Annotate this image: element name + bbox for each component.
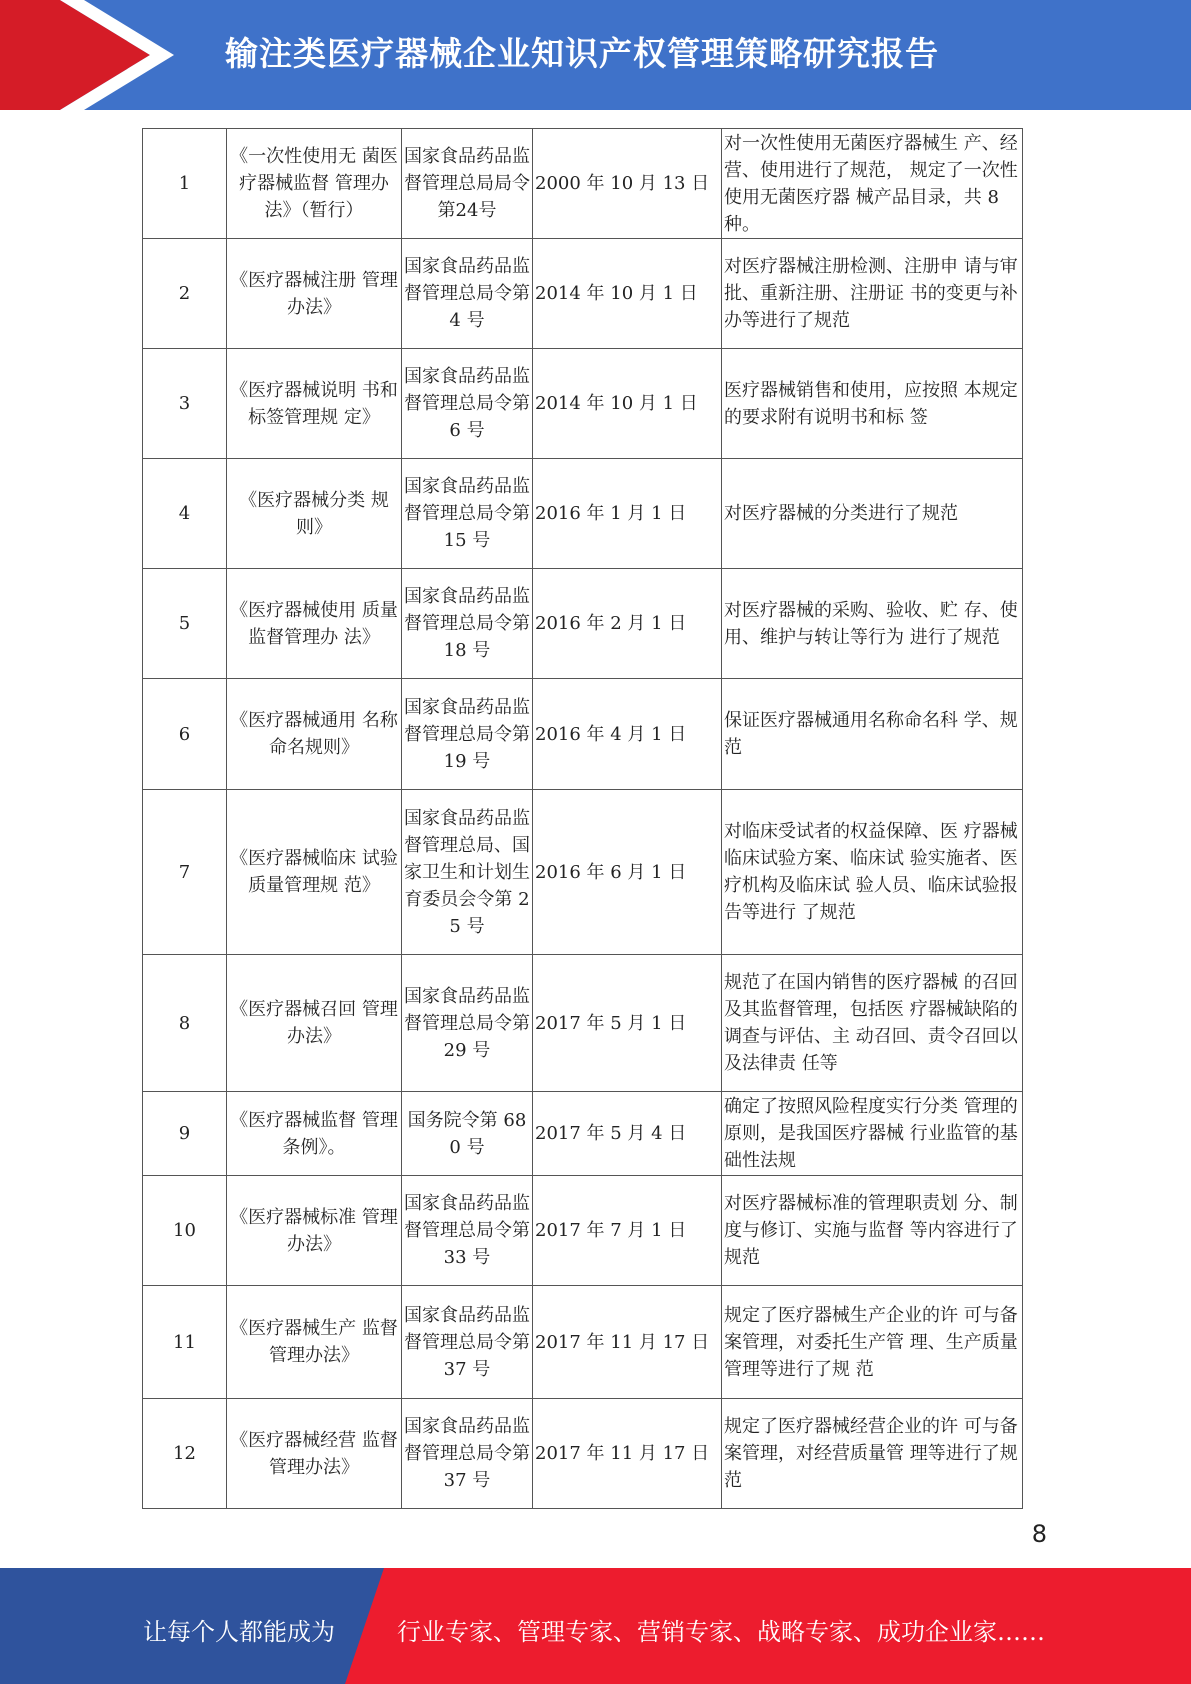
effective-date: 2016 年 2 月 1 日 (533, 569, 722, 679)
issuing-authority: 国家食品药品监督管理总局令第 4 号 (402, 239, 533, 349)
effective-date: 2017 年 5 月 4 日 (533, 1092, 722, 1176)
effective-date: 2016 年 6 月 1 日 (533, 790, 722, 955)
table-row (143, 955, 1023, 1092)
regulation-description: 规定了医疗器械生产企业的许 可与备案管理，对委托生产管 理、生产质量管理等进行了规 范 (722, 1286, 1023, 1399)
regulation-description: 规范了在国内销售的医疗器械 的召回及其监督管理，包括医 疗器械缺陷的调查与评估、主 动召回、责令召回以及法律责 任等 (722, 955, 1023, 1092)
regulation-name: 《医疗器械召回 管理办法》 (227, 955, 402, 1092)
effective-date: 2017 年 11 月 17 日 (533, 1286, 722, 1399)
issuing-authority: 国务院令第 680 号 (402, 1092, 533, 1176)
footer-slogan-right: 行业专家、管理专家、营销专家、战略专家、成功企业家…… (397, 1618, 1045, 1646)
regulation-name: 《医疗器械生产 监督管理办法》 (227, 1286, 402, 1399)
table-row (143, 569, 1023, 679)
issuing-authority: 国家食品药品监督管理总局、国家卫生和计划生育委员会令第 25 号 (402, 790, 533, 955)
regulation-description: 对医疗器械标准的管理职责划 分、制度与修订、实施与监督 等内容进行了规范 (722, 1176, 1023, 1286)
row-number: 3 (143, 349, 227, 459)
regulation-name: 《医疗器械监督 管理条例》。 (227, 1092, 402, 1176)
issuing-authority: 国家食品药品监督管理总局令第 6 号 (402, 349, 533, 459)
row-number: 12 (143, 1399, 227, 1509)
effective-date: 2016 年 1 月 1 日 (533, 459, 722, 569)
regulation-description: 保证医疗器械通用名称命名科 学、规范 (722, 679, 1023, 790)
table-row (143, 1286, 1023, 1399)
regulation-description: 对医疗器械注册检测、注册申 请与审批、重新注册、注册证 书的变更与补办等进行了规范 (722, 239, 1023, 349)
issuing-authority: 国家食品药品监督管理总局令第 33 号 (402, 1176, 533, 1286)
row-number: 4 (143, 459, 227, 569)
regulation-description: 对临床受试者的权益保障、医 疗器械临床试验方案、临床试 验实施者、医疗机构及临床试 验人员、临床试验报告等进行 了规范 (722, 790, 1023, 955)
row-number: 7 (143, 790, 227, 955)
regulation-name: 《医疗器械经营 监督管理办法》 (227, 1399, 402, 1509)
effective-date: 2017 年 5 月 1 日 (533, 955, 722, 1092)
regulation-name: 《医疗器械说明 书和标签管理规 定》 (227, 349, 402, 459)
issuing-authority: 国家食品药品监督管理总局令第 37 号 (402, 1399, 533, 1509)
regulation-description: 对医疗器械的采购、验收、贮 存、使用、维护与转让等行为 进行了规范 (722, 569, 1023, 679)
table-row (143, 349, 1023, 459)
table-row (143, 679, 1023, 790)
row-number: 6 (143, 679, 227, 790)
issuing-authority: 国家食品药品监督管理总局令第 19 号 (402, 679, 533, 790)
regulation-name: 《医疗器械分类 规则》 (227, 459, 402, 569)
issuing-authority: 国家食品药品监督管理总局令第 18 号 (402, 569, 533, 679)
table-row (143, 790, 1023, 955)
regulation-description: 对一次性使用无菌医疗器械生 产、经营、使用进行了规范， 规定了一次性使用无菌医疗器 械产品目录，共 8 种。 (722, 129, 1023, 239)
table-row (143, 459, 1023, 569)
effective-date: 2017 年 11 月 17 日 (533, 1399, 722, 1509)
effective-date: 2016 年 4 月 1 日 (533, 679, 722, 790)
row-number: 2 (143, 239, 227, 349)
page-header (0, 0, 1191, 110)
effective-date: 2017 年 7 月 1 日 (533, 1176, 722, 1286)
regulation-name: 《医疗器械通用 名称命名规则》 (227, 679, 402, 790)
table-row (143, 1176, 1023, 1286)
page-footer (0, 1568, 1191, 1684)
row-number: 5 (143, 569, 227, 679)
footer-slogan-left: 让每个人都能成为 (143, 1618, 335, 1646)
regulation-description: 确定了按照风险程度实行分类 管理的原则，是我国医疗器械 行业监管的基础性法规 (722, 1092, 1023, 1176)
regulations-table (142, 128, 1023, 1509)
row-number: 9 (143, 1092, 227, 1176)
issuing-authority: 国家食品药品监督管理总局局令第24号 (402, 129, 533, 239)
table-row (143, 129, 1023, 239)
effective-date: 2014 年 10 月 1 日 (533, 349, 722, 459)
row-number: 1 (143, 129, 227, 239)
regulation-description: 对医疗器械的分类进行了规范 (722, 459, 1023, 569)
table-row (143, 1399, 1023, 1509)
regulation-name: 《医疗器械标准 管理办法》 (227, 1176, 402, 1286)
table-row (143, 239, 1023, 349)
issuing-authority: 国家食品药品监督管理总局令第 29 号 (402, 955, 533, 1092)
issuing-authority: 国家食品药品监督管理总局令第 37 号 (402, 1286, 533, 1399)
regulation-name: 《一次性使用无 菌医疗器械监督 管理办法》（暂行） (227, 129, 402, 239)
regulation-description: 规定了医疗器械经营企业的许 可与备案管理，对经营质量管 理等进行了规范 (722, 1399, 1023, 1509)
regulation-name: 《医疗器械使用 质量监督管理办 法》 (227, 569, 402, 679)
effective-date: 2014 年 10 月 1 日 (533, 239, 722, 349)
regulation-description: 医疗器械销售和使用，应按照 本规定的要求附有说明书和标 签 (722, 349, 1023, 459)
row-number: 10 (143, 1176, 227, 1286)
row-number: 8 (143, 955, 227, 1092)
table-row (143, 1092, 1023, 1176)
regulation-name: 《医疗器械临床 试验质量管理规 范》 (227, 790, 402, 955)
effective-date: 2000 年 10 月 13 日 (533, 129, 722, 239)
row-number: 11 (143, 1286, 227, 1399)
issuing-authority: 国家食品药品监督管理总局令第 15 号 (402, 459, 533, 569)
report-title: 输注类医疗器械企业知识产权管理策略研究报告 (225, 34, 939, 73)
page-number: 8 (1031, 1520, 1047, 1548)
regulation-name: 《医疗器械注册 管理办法》 (227, 239, 402, 349)
